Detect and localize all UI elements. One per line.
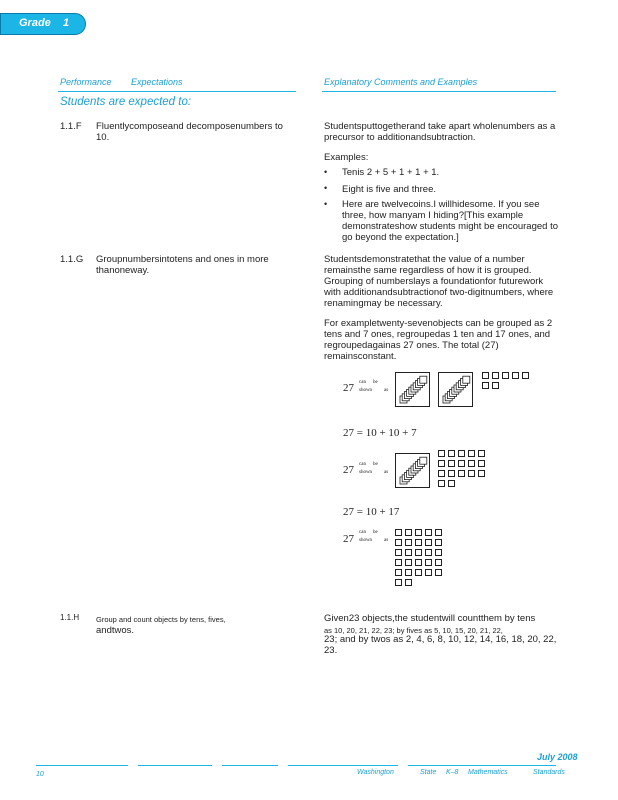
- footer-rule: [36, 765, 128, 766]
- footer-rule: [408, 765, 556, 766]
- grade-label: Grade: [19, 17, 51, 29]
- one-square: [425, 529, 432, 536]
- row-comment: Studentsputtogetherand take apart wholenumbers as a precursor to additionandsubtraction.: [324, 121, 556, 143]
- ten-bundle: [395, 453, 430, 488]
- bullet-marker: •: [324, 167, 328, 177]
- row-expectation: Groupnumbersintotens and ones in more thanoneway.: [96, 254, 269, 276]
- one-square: [468, 460, 475, 467]
- row-expectation: Fluentlycomposeand decomposenumbers to 10.: [96, 121, 283, 143]
- footer-page-number: 10: [36, 771, 44, 778]
- one-square: [405, 579, 412, 586]
- row-comment: 23; and by twos as 2, 4, 6, 8, 10, 12, 14, 16, 18, 20, 22, 23.: [324, 634, 557, 656]
- examples-label: Examples:: [324, 152, 369, 163]
- one-square: [522, 372, 529, 379]
- one-square: [415, 549, 422, 556]
- figure-shown: shown: [359, 388, 373, 393]
- bullet-item: Tenis 2 + 5 + 1 + 1 + 1.: [342, 167, 440, 178]
- row-code: 1.1.F: [60, 121, 82, 132]
- row-comment: Studentsdemonstratethat the value of a number remainsthe same regardless of how it is grouped. Grouping of numberslays a foundationfor futurework with additionandsubtractionof two-digitnumbers, where renamingmay be necessary.: [324, 254, 554, 309]
- one-square: [405, 539, 412, 546]
- header-expectations: Expectations: [131, 77, 183, 87]
- ones-grid: [482, 372, 529, 389]
- figure-number: 27: [343, 533, 354, 545]
- one-square: [448, 450, 455, 457]
- figure-as: as: [384, 470, 389, 475]
- one-square: [415, 539, 422, 546]
- one-square: [435, 529, 442, 536]
- header-divider-left: [58, 91, 296, 92]
- one-square: [435, 559, 442, 566]
- footer-standards: Standards: [533, 769, 565, 776]
- one-square: [435, 569, 442, 576]
- one-square: [435, 539, 442, 546]
- equation-a: 27 = 10 + 10 + 7: [343, 427, 417, 439]
- one-square: [512, 372, 519, 379]
- footer-washington: Washington: [357, 769, 394, 776]
- one-square: [482, 382, 489, 389]
- row-code: 1.1.H: [60, 613, 80, 622]
- row-expectation: andtwos.: [96, 625, 135, 636]
- row-comment-example: For exampletwenty-sevenobjects can be grouped as 2 tens and 7 ones, regroupedas 1 ten and 17 ones, and regroupedagainas 27 ones. The total (27) remainsconstant.: [324, 318, 553, 362]
- one-square: [502, 372, 509, 379]
- one-square: [438, 460, 445, 467]
- row-comment: Given23 objects,the studentwill countthem by tens: [324, 613, 536, 624]
- unit-square: [420, 457, 427, 464]
- footer-rule: [222, 765, 278, 766]
- figure-be: be: [373, 530, 378, 535]
- header-explanatory: Explanatory Comments and Examples: [324, 77, 478, 87]
- footer-mathematics: Mathematics: [468, 769, 508, 776]
- one-square: [415, 569, 422, 576]
- figure-number: 27: [343, 464, 354, 476]
- figure-shown: shown: [359, 470, 373, 475]
- one-square: [395, 569, 402, 576]
- one-square: [478, 470, 485, 477]
- figure-be: be: [373, 380, 378, 385]
- one-square: [405, 559, 412, 566]
- figure-be: be: [373, 462, 378, 467]
- one-square: [438, 470, 445, 477]
- one-square: [448, 460, 455, 467]
- one-square: [395, 559, 402, 566]
- one-square: [405, 569, 412, 576]
- figure-as: as: [384, 388, 389, 393]
- one-square: [405, 529, 412, 536]
- one-square: [468, 470, 475, 477]
- one-square: [458, 450, 465, 457]
- ones-grid: [438, 450, 485, 487]
- equation-b: 27 = 10 + 17: [343, 506, 400, 518]
- one-square: [395, 579, 402, 586]
- footer-state: State: [420, 769, 437, 776]
- one-square: [492, 382, 499, 389]
- header-performance: Performance: [60, 77, 112, 87]
- footer-k8: K–8: [446, 769, 459, 776]
- one-square: [458, 460, 465, 467]
- one-square: [482, 372, 489, 379]
- one-square: [395, 529, 402, 536]
- one-square: [468, 450, 475, 457]
- one-square: [478, 450, 485, 457]
- grade-tab: [0, 13, 86, 35]
- one-square: [415, 559, 422, 566]
- footer-rule: [288, 765, 398, 766]
- one-square: [395, 549, 402, 556]
- one-square: [438, 450, 445, 457]
- row-comment: as 10, 20, 21, 22, 23; by fives as 5, 10, 15, 20, 21, 22,: [324, 626, 503, 635]
- figure-can: can: [359, 462, 366, 467]
- figure-can: can: [359, 530, 366, 535]
- one-square: [425, 549, 432, 556]
- unit-square: [420, 376, 427, 383]
- one-square: [425, 559, 432, 566]
- row-code: 1.1.G: [60, 254, 84, 265]
- one-square: [478, 460, 485, 467]
- bullet-item: Eight is five and three.: [342, 184, 436, 195]
- figure-number: 27: [343, 382, 354, 394]
- one-square: [435, 549, 442, 556]
- bullet-item: Here are twelvecoins.I willhidesome. If you see three, how manyam I hiding?[This example demonstrateshow students might be encouraged to go beyond the expectation.]: [342, 199, 558, 243]
- bullet-marker: •: [324, 199, 328, 209]
- ten-bundle: [438, 372, 473, 407]
- one-square: [405, 549, 412, 556]
- unit-square: [463, 376, 470, 383]
- bullet-marker: •: [324, 183, 328, 193]
- one-square: [438, 480, 445, 487]
- figure-shown: shown: [359, 538, 373, 543]
- header-divider-right: [322, 91, 556, 92]
- figure-as: as: [384, 538, 389, 543]
- one-square: [458, 470, 465, 477]
- footer-date: July 2008: [537, 752, 578, 762]
- grade-number: 1: [63, 17, 70, 29]
- one-square: [395, 539, 402, 546]
- one-square: [415, 529, 422, 536]
- ten-bundle: [395, 372, 430, 407]
- one-square: [448, 470, 455, 477]
- one-square: [448, 480, 455, 487]
- intro-text: Students are expected to:: [60, 96, 192, 108]
- ones-grid: [395, 529, 442, 586]
- one-square: [425, 569, 432, 576]
- one-square: [492, 372, 499, 379]
- figure-can: can: [359, 380, 366, 385]
- row-expectation: Group and count objects by tens, fives,: [96, 615, 226, 624]
- footer-rule: [138, 765, 212, 766]
- one-square: [425, 539, 432, 546]
